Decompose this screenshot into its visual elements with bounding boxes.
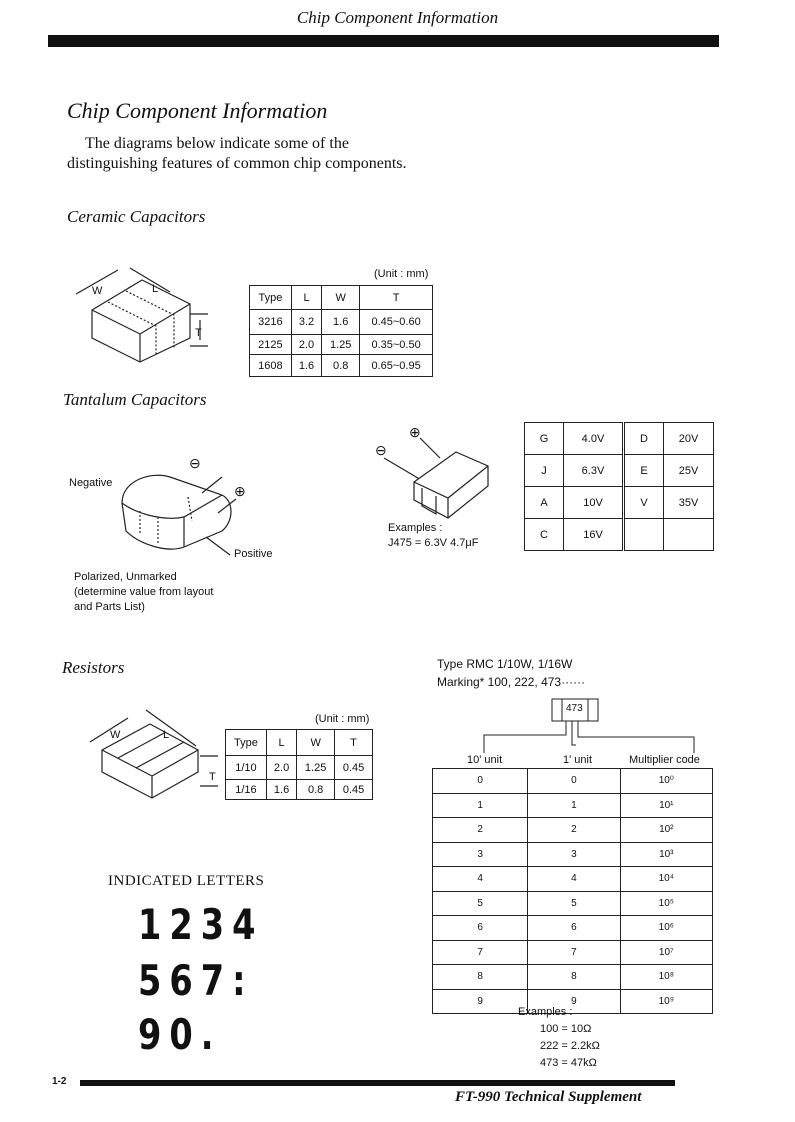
ceramic-t-label: T — [195, 327, 202, 339]
tantalum-example-diagram — [368, 426, 508, 526]
ceramic-th-t: T — [360, 286, 433, 310]
cell: 1.6 — [322, 310, 360, 335]
resistor-chip-diagram — [88, 708, 228, 803]
cell: 10³ — [620, 842, 712, 867]
tantalum-note-3: and Parts List) — [74, 601, 145, 613]
tantalum-title: Tantalum Capacitors — [63, 390, 207, 409]
marking-bracket-diagram — [470, 697, 700, 759]
cell: 1.6 — [291, 355, 321, 377]
cell — [664, 519, 714, 551]
table-row — [525, 487, 714, 519]
resistor-table — [225, 729, 373, 800]
cell: 1608 — [250, 355, 292, 377]
cell: 6.3V — [564, 455, 624, 487]
indicated-row-3: 90. — [138, 1010, 222, 1059]
cell: 0.45 — [335, 780, 373, 800]
resistor-example-3: 473 = 47kΩ — [540, 1057, 597, 1069]
intro-paragraph — [67, 134, 407, 174]
cell: 10⁴ — [620, 867, 712, 892]
cell: E — [624, 455, 664, 487]
resistor-th-t: T — [335, 730, 373, 756]
ceramic-l-label: L — [152, 283, 159, 295]
cell: 1.25 — [322, 335, 360, 355]
cell: 3 — [528, 842, 620, 867]
cell: V — [624, 487, 664, 519]
table-row — [525, 519, 714, 551]
cell: G — [525, 423, 564, 455]
tantalum-code-table — [524, 422, 714, 551]
indicated-row-2: 567: — [138, 956, 254, 1005]
cell: 4 — [433, 867, 528, 892]
cell: 3 — [433, 842, 528, 867]
cell: 0 — [528, 769, 620, 794]
cell: J — [525, 455, 564, 487]
cell: 10⁹ — [620, 989, 712, 1014]
table-row — [433, 891, 713, 916]
cell: 1/10 — [226, 756, 267, 780]
table-row — [433, 989, 713, 1014]
cell: 2.0 — [266, 756, 296, 780]
resistor-example-1: 100 = 10Ω — [540, 1023, 592, 1035]
table-row — [525, 423, 714, 455]
cell: 0 — [433, 769, 528, 794]
cell: 7 — [528, 940, 620, 965]
cell: 1/16 — [226, 780, 267, 800]
cell: 1.25 — [297, 756, 335, 780]
col-header-multiplier: Multiplier code — [629, 754, 700, 766]
cell: 4 — [528, 867, 620, 892]
header-rule — [48, 35, 719, 47]
ceramic-th-type: Type — [250, 286, 292, 310]
tantalum-note-1: Polarized, Unmarked — [74, 571, 177, 583]
ceramic-chip-diagram — [70, 262, 220, 372]
cell: A — [525, 487, 564, 519]
table-row — [433, 769, 713, 794]
intro-text: The diagrams below indicate some of the distinguishing features of common chip components. — [67, 135, 407, 172]
negative-label: Negative — [69, 477, 113, 489]
tantalum-note-2: (determine value from layout — [74, 586, 214, 598]
minus-symbol: ⊖ — [375, 442, 387, 458]
table-row — [433, 916, 713, 941]
col-header-tens: 10' unit — [467, 754, 503, 766]
page-number: 1-2 — [52, 1076, 67, 1087]
cell: 25V — [664, 455, 714, 487]
table-row — [433, 793, 713, 818]
cell: 9 — [528, 989, 620, 1014]
cell: 2 — [528, 818, 620, 843]
resistor-code-table — [432, 768, 713, 1014]
table-row — [525, 455, 714, 487]
cell: 3216 — [250, 310, 292, 335]
resistor-marking-line: Marking* 100, 222, 473······ — [437, 675, 586, 689]
cell: 0.8 — [297, 780, 335, 800]
indicated-letters-title: INDICATED LETTERS — [108, 873, 265, 889]
resistor-l-label: L — [163, 729, 170, 741]
page-title: Chip Component Information — [67, 98, 328, 123]
cell: 20V — [664, 423, 714, 455]
table-row — [433, 818, 713, 843]
cell: 6 — [528, 916, 620, 941]
plus-symbol: ⊕ — [234, 483, 246, 499]
resistors-title: Resistors — [62, 658, 125, 677]
resistor-th-type: Type — [226, 730, 267, 756]
cell: 8 — [433, 965, 528, 990]
table-row — [250, 355, 433, 377]
cell: 10V — [564, 487, 624, 519]
cell: 10⁶ — [620, 916, 712, 941]
cell: D — [624, 423, 664, 455]
col-header-ones: 1' unit — [563, 754, 593, 766]
tantalum-chip-diagram — [110, 455, 260, 560]
tantalum-examples-label: Examples : — [388, 522, 443, 534]
table-row — [433, 867, 713, 892]
cell: 3.2 — [291, 310, 321, 335]
cell — [624, 519, 664, 551]
cell: 10² — [620, 818, 712, 843]
table-row — [433, 842, 713, 867]
ceramic-header-row — [250, 286, 433, 310]
cell: 5 — [433, 891, 528, 916]
table-row — [226, 780, 373, 800]
cell: 8 — [528, 965, 620, 990]
running-header: Chip Component Information — [296, 8, 499, 27]
cell: 5 — [528, 891, 620, 916]
ceramic-unit: (Unit : mm) — [374, 268, 429, 280]
marking-box-label: 473 — [566, 703, 583, 714]
resistor-example-2: 222 = 2.2kΩ — [540, 1040, 600, 1052]
resistor-w-label: W — [110, 729, 121, 741]
cell: 2125 — [250, 335, 292, 355]
table-row — [433, 940, 713, 965]
cell: 10¹ — [620, 793, 712, 818]
cell: 1.6 — [266, 780, 296, 800]
resistor-examples-label: Examples : — [518, 1006, 573, 1018]
cell: C — [525, 519, 564, 551]
cell: 9 — [433, 989, 528, 1014]
table-row — [250, 335, 433, 355]
plus-symbol: ⊕ — [409, 424, 421, 440]
ceramic-th-l: L — [291, 286, 321, 310]
ceramic-w-label: W — [92, 285, 103, 297]
minus-symbol: ⊖ — [189, 455, 201, 471]
cell: 1 — [528, 793, 620, 818]
ceramic-th-w: W — [322, 286, 360, 310]
table-row — [433, 965, 713, 990]
footer-title: FT-990 Technical Supplement — [455, 1089, 642, 1105]
cell: 0.8 — [322, 355, 360, 377]
cell: 2 — [433, 818, 528, 843]
positive-label: Positive — [234, 548, 273, 560]
cell: 0.65~0.95 — [360, 355, 433, 377]
ceramic-title: Ceramic Capacitors — [67, 207, 206, 226]
cell: 1 — [433, 793, 528, 818]
cell: 16V — [564, 519, 624, 551]
resistor-t-label: T — [209, 771, 216, 783]
cell: 10⁵ — [620, 891, 712, 916]
resistor-unit: (Unit : mm) — [315, 713, 370, 725]
indicated-row-1: 1234 — [138, 900, 264, 949]
resistor-th-l: L — [266, 730, 296, 756]
resistor-th-w: W — [297, 730, 335, 756]
resistor-header-row — [226, 730, 373, 756]
cell: 6 — [433, 916, 528, 941]
cell: 4.0V — [564, 423, 624, 455]
cell: 10⁷ — [620, 940, 712, 965]
ceramic-table — [249, 285, 433, 377]
resistor-type-line: Type RMC 1/10W, 1/16W — [437, 657, 573, 671]
cell: 10⁸ — [620, 965, 712, 990]
cell: 0.45~0.60 — [360, 310, 433, 335]
cell: 35V — [664, 487, 714, 519]
cell: 7 — [433, 940, 528, 965]
cell: 2.0 — [291, 335, 321, 355]
table-row — [226, 756, 373, 780]
cell: 10⁰ — [620, 769, 712, 794]
cell: 0.45 — [335, 756, 373, 780]
tantalum-example: J475 = 6.3V 4.7μF — [388, 537, 479, 549]
footer-rule — [80, 1080, 675, 1086]
table-row — [250, 310, 433, 335]
cell: 0.35~0.50 — [360, 335, 433, 355]
